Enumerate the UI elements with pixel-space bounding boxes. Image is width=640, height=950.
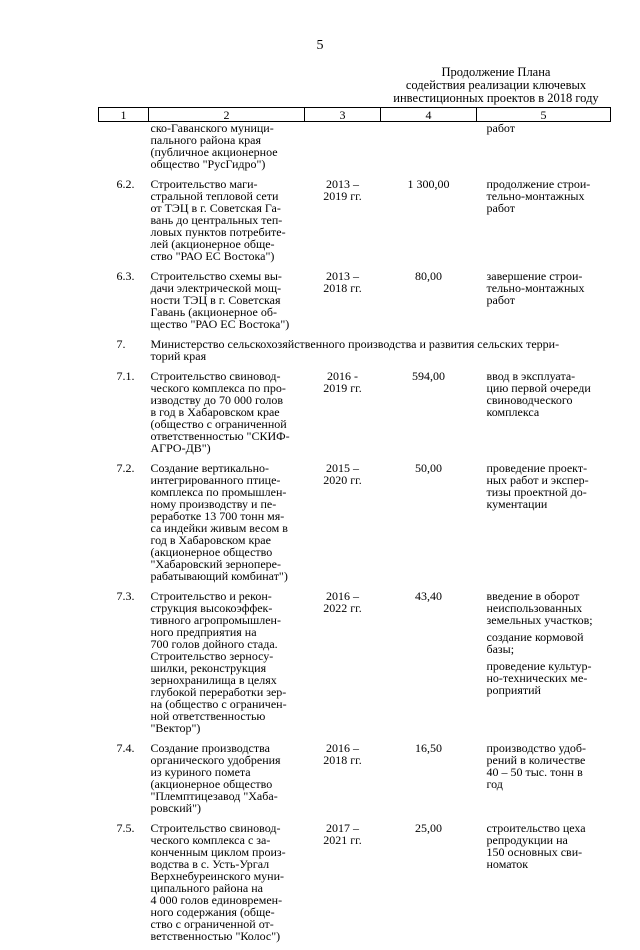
project-period-line: 2020 гг. [305,474,381,486]
column-number: 3 [305,108,381,122]
project-name-line: ципального района на [151,882,299,894]
project-name-line: шилки, реконструкция [151,662,299,674]
expected-result-line: ввод в эксплуата- [487,370,607,382]
project-name-line: ответственностью "СКИФ- [151,430,299,442]
project-period [305,462,381,590]
project-period-line: 2016 – [305,742,381,754]
project-name-line: Создание вертикально- [151,462,299,474]
project-name-line: струкция высокоэффек- [151,602,299,614]
expected-result-line: 150 основных сви- [487,846,607,858]
expected-result-line: неиспользованных [487,602,607,614]
expected-result-line: комплекса [487,406,607,418]
project-name-line: дачи электрической мощ- [151,282,299,294]
project-name-line: "Вектор") [151,722,299,734]
project-name-line: комплекса по промышлен- [151,486,299,498]
project-period-line: 2013 – [305,178,381,190]
row-number: 7.5. [99,822,149,950]
project-name-line: (акционерное общество [151,546,299,558]
project-name-line: са индейки живым весом в [151,522,299,534]
project-period-line: 2018 гг. [305,282,381,294]
row-number: 7.3. [99,590,149,742]
project-period-line: 2018 гг. [305,754,381,766]
project-name-line: 4 000 голов единовремен- [151,894,299,906]
project-name-line: ной ответственностью [151,710,299,722]
project-name-line: ческого комплекса по про- [151,382,299,394]
column-number-row [99,108,611,122]
column-number: 5 [477,108,611,122]
project-period [305,742,381,822]
project-name-line: "Племптицезавод "Хаба- [151,790,299,802]
project-name-line: Создание производства [151,742,299,754]
table-body [99,122,611,950]
expected-result-line: репродукции на [487,834,607,846]
project-cost: 50,00 [381,462,477,590]
table-row [99,270,611,338]
expected-result-line: тизы проектной до- [487,486,607,498]
project-name-line: от ТЭЦ в г. Советская Га- [151,202,299,214]
expected-result-line: ных работ и экспер- [487,474,607,486]
project-name-line: (акционерное общество [151,778,299,790]
expected-result-line: тельно-монтажных [487,190,607,202]
project-period [305,822,381,950]
project-name-line: изводству до 70 000 голов [151,394,299,406]
expected-result-line: производство удоб- [487,742,607,754]
project-period-line: 2021 гг. [305,834,381,846]
expected-result [477,822,611,950]
project-name-line: водства в с. Усть-Ургал [151,858,299,870]
expected-result-line: роприятий [487,684,607,696]
project-name-line: рабатывающий комбинат") [151,570,299,582]
project-cost: 80,00 [381,270,477,338]
project-period [305,270,381,338]
expected-result-line: год [487,778,607,790]
continuation-line: содействия реализации ключевых [380,79,612,92]
project-period-line: 2022 гг. [305,602,381,614]
investment-projects-table [98,107,611,950]
continuation-header [380,66,612,105]
project-name-line: ловых пунктов потребите- [151,226,299,238]
project-cost: 1 300,00 [381,178,477,270]
expected-result [477,178,611,270]
project-name-line: Строительство маги- [151,178,299,190]
table-row [99,370,611,462]
expected-result-line: строительство цеха [487,822,607,834]
row-number: 6.3. [99,270,149,338]
project-name [149,178,305,270]
row-number: 7. [99,338,149,370]
table-row [99,178,611,270]
project-name-line: АГРО-ДВ") [151,442,299,454]
project-cost: 594,00 [381,370,477,462]
project-name-line: ско-Гаванского муници- [151,122,299,134]
row-number: 7.1. [99,370,149,462]
project-cost: 25,00 [381,822,477,950]
table-row [99,338,611,370]
project-period-line: 2017 – [305,822,381,834]
row-number: 6.2. [99,178,149,270]
project-name [149,122,305,179]
project-name [149,462,305,590]
expected-result [477,742,611,822]
expected-result-line: но-технических ме- [487,672,607,684]
project-name [149,590,305,742]
project-cost: 43,40 [381,590,477,742]
expected-result-line: цию первой очереди [487,382,607,394]
project-name [149,822,305,950]
project-period [305,178,381,270]
section-title [149,338,611,370]
expected-result-line: проведение проект- [487,462,607,474]
project-name-line: ровский") [151,802,299,814]
project-name-line: (общество с ограниченной [151,418,299,430]
expected-result-line: рений в количестве [487,754,607,766]
project-name-line: Верхнебуреинского муни- [151,870,299,882]
project-period-line: 2013 – [305,270,381,282]
project-period-line: 2019 гг. [305,190,381,202]
project-period-line: 2016 – [305,590,381,602]
section-title-line: Министерство сельскохозяйственного производства и развития сельских терри- [151,338,611,350]
project-name-line: на (общество с ограничен- [151,698,299,710]
expected-result [477,122,611,179]
expected-result-line: завершение строи- [487,270,607,282]
project-name-line: вань до центральных теп- [151,214,299,226]
project-name-line: ного содержания (обще- [151,906,299,918]
project-name-line: Строительство схемы вы- [151,270,299,282]
project-name-line: Строительство зерносу- [151,650,299,662]
row-number: 7.2. [99,462,149,590]
project-name [149,370,305,462]
continuation-line: инвестиционных проектов в 2018 году [380,92,612,105]
project-name-line: год в Хабаровском крае [151,534,299,546]
project-name [149,270,305,338]
expected-result-line: базы; [487,643,607,655]
column-number: 2 [149,108,305,122]
project-period-line: 2016 - [305,370,381,382]
project-name-line: ство "РАО ЕС Востока") [151,250,299,262]
row-number [99,122,149,179]
table-row [99,742,611,822]
project-name-line: интегрированного птице- [151,474,299,486]
project-name [149,742,305,822]
expected-result-line: проведение культур- [487,660,607,672]
project-name-line: щество "РАО ЕС Востока") [151,318,299,330]
project-name-line: ческого комплекса с за- [151,834,299,846]
project-name-line: органического удобрения [151,754,299,766]
expected-result-line: работ [487,122,607,134]
project-cost: 16,50 [381,742,477,822]
expected-result [477,590,611,742]
project-name-line: Строительство свиновод- [151,370,299,382]
expected-result-line: свиноводческого [487,394,607,406]
project-name-line: Строительство свиновод- [151,822,299,834]
column-number: 1 [99,108,149,122]
expected-result-line: земельных участков; [487,614,607,626]
project-name-line: ного предприятия на [151,626,299,638]
project-period-line: 2015 – [305,462,381,474]
project-name-line: ному производству и пе- [151,498,299,510]
project-name-line: "Хабаровский зерноперe- [151,558,299,570]
project-name-line: тивного агропромышлен- [151,614,299,626]
continuation-line: Продолжение Плана [380,66,612,79]
project-name-line: общество "РусГидро") [151,158,299,170]
expected-result [477,462,611,590]
project-name-line: реработке 13 700 тонн мя- [151,510,299,522]
table-row [99,590,611,742]
table-row [99,822,611,950]
project-name-line: пального района края [151,134,299,146]
column-number: 4 [381,108,477,122]
project-period [305,370,381,462]
project-period [305,122,381,179]
table-row [99,462,611,590]
expected-result [477,270,611,338]
project-name-line: (публичное акционерное [151,146,299,158]
section-title-line: торий края [151,350,611,362]
project-name-line: конченным циклом произ- [151,846,299,858]
expected-result-line: введение в оборот [487,590,607,602]
expected-result [477,370,611,462]
expected-result-line: работ [487,202,607,214]
page-number: 5 [0,38,640,54]
expected-result-line: работ [487,294,607,306]
project-name-line: Гавань (акционерное об- [151,306,299,318]
row-number: 7.4. [99,742,149,822]
project-name-line: 700 голов дойного стада. [151,638,299,650]
project-name-line: зернохранилища в целях [151,674,299,686]
project-name-line: стральной тепловой сети [151,190,299,202]
project-period [305,590,381,742]
expected-result-line: 40 – 50 тыс. тонн в [487,766,607,778]
project-name-line: ство с ограниченной от- [151,918,299,930]
project-cost [381,122,477,179]
project-name-line: лей (акционерное обще- [151,238,299,250]
expected-result-line: кументации [487,498,607,510]
project-name-line: ветственностью "Колос") [151,930,299,942]
project-name-line: Строительство и рекон- [151,590,299,602]
expected-result-line: номаток [487,858,607,870]
project-name-line: из куриного помета [151,766,299,778]
expected-result-line: тельно-монтажных [487,282,607,294]
expected-result-line: продолжение строи- [487,178,607,190]
project-period-line: 2019 гг. [305,382,381,394]
project-name-line: глубокой переработки зер- [151,686,299,698]
project-name-line: в год в Хабаровском крае [151,406,299,418]
project-name-line: ности ТЭЦ в г. Советская [151,294,299,306]
expected-result-line: создание кормовой [487,631,607,643]
table-row [99,122,611,179]
